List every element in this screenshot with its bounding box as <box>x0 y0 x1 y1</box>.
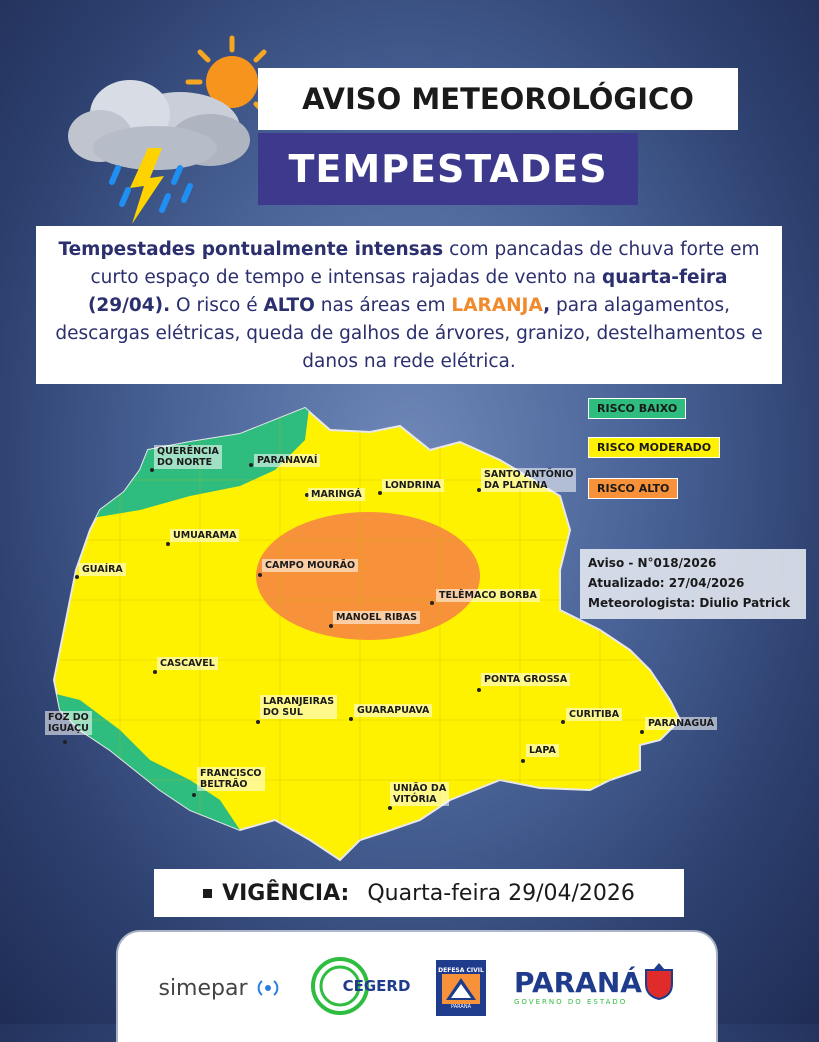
city-label-ponta-grossa: PONTA GROSSA <box>481 673 570 686</box>
page-title: AVISO METEOROLÓGICO <box>258 68 738 130</box>
city-label-guarapuava: GUARAPUAVA <box>354 704 432 717</box>
defesa-civil-label: DEFESA CIVIL <box>438 966 484 974</box>
desc-text-2: O risco é <box>170 295 264 316</box>
city-label-manoel-ribas: MANOEL RIBAS <box>333 611 420 624</box>
city-marker <box>430 601 434 605</box>
city-label-umuarama: UMUARAMA <box>170 529 239 542</box>
city-label-curitiba: CURITIBA <box>566 708 622 721</box>
validity-bar <box>154 869 684 917</box>
simepar-label: simepar <box>158 975 248 1001</box>
desc-bold-risk: ALTO <box>263 295 315 316</box>
parana-label: PARANÁ <box>514 966 642 999</box>
city-marker <box>329 624 333 628</box>
city-marker <box>63 740 67 744</box>
city-label-querencia: QUERÊNCIA DO NORTE <box>154 445 222 469</box>
alert-updated: Atualizado: 27/04/2026 <box>588 576 745 590</box>
city-marker <box>521 759 525 763</box>
bullet-square-icon <box>203 889 212 898</box>
city-label-santo-antonio: SANTO ANTÔNIO DA PLATINA <box>481 468 576 492</box>
city-marker <box>388 806 392 810</box>
coat-of-arms-icon <box>642 962 676 1000</box>
parana-risk-map <box>40 400 720 870</box>
alert-number: Aviso - N°018/2026 <box>588 556 717 570</box>
city-marker <box>258 573 262 577</box>
desc-text-4: para alagamentos, descargas elétricas, queda de galhos de árvores, granizo, destelhamentos e danos na rede elétrica. <box>55 295 763 372</box>
defesa-triangle-icon <box>442 974 480 1004</box>
validity-label: VIGÊNCIA: <box>222 880 350 906</box>
city-label-campo-mourao: CAMPO MOURÃO <box>262 559 358 572</box>
city-marker <box>640 730 644 734</box>
desc-bold-day: quarta-feira (29/04). <box>87 267 728 316</box>
city-label-foz: FOZ DO IGUAÇU <box>45 711 92 735</box>
city-label-francisco: FRANCISCO BELTRÃO <box>197 767 265 791</box>
footer-logos <box>118 932 716 1042</box>
city-marker <box>153 670 157 674</box>
simepar-logo <box>150 970 290 1006</box>
legend-high-risk: RISCO ALTO <box>588 478 678 499</box>
alert-meteorologist: Meteorologista: Diulio Patrick <box>588 596 791 610</box>
alert-info-box <box>580 549 806 619</box>
city-label-maringa: MARINGÁ <box>308 488 365 501</box>
storm-weather-icon <box>60 28 270 228</box>
city-label-cascavel: CASCAVEL <box>157 657 218 670</box>
city-label-londrina: LONDRINA <box>382 479 444 492</box>
alert-type-title: TEMPESTADES <box>258 133 638 205</box>
defesa-civil-sub: PARANÁ <box>451 1003 471 1010</box>
city-marker <box>192 793 196 797</box>
desc-comma: , <box>543 295 551 316</box>
desc-text-1: com pancadas de chuva forte em curto espaço de tempo e intensas rajadas de vento na <box>90 239 760 288</box>
cegerd-logo <box>310 956 415 1016</box>
city-marker <box>166 542 170 546</box>
city-marker <box>249 463 253 467</box>
city-label-guaira: GUAÍRA <box>79 563 126 576</box>
city-marker <box>256 720 260 724</box>
validity-value: Quarta-feira 29/04/2026 <box>367 880 635 906</box>
city-label-lapa: LAPA <box>526 744 559 757</box>
signal-icon <box>254 976 282 1000</box>
desc-color-word: LARANJA <box>451 295 544 316</box>
legend-low-risk: RISCO BAIXO <box>588 398 686 419</box>
city-label-uniao: UNIÃO DA VITÓRIA <box>390 782 449 806</box>
governo-label: GOVERNO DO ESTADO <box>514 998 628 1006</box>
alert-description <box>36 226 782 384</box>
city-label-laranjeiras: LARANJEIRAS DO SUL <box>260 695 337 719</box>
defesa-civil-logo <box>436 960 486 1016</box>
legend-moderate-risk: RISCO MODERADO <box>588 437 720 458</box>
desc-bold-intro: Tempestades pontualmente intensas <box>58 239 444 260</box>
city-marker <box>561 720 565 724</box>
city-label-paranavai: PARANAVAÍ <box>254 454 320 467</box>
city-marker <box>477 688 481 692</box>
cegerd-label: CEGERD <box>342 977 411 995</box>
desc-text-3: nas áreas em <box>314 295 452 316</box>
city-marker <box>349 717 353 721</box>
city-label-paranagua: PARANAGUÁ <box>645 717 717 730</box>
city-label-telemaco: TELÊMACO BORBA <box>436 589 540 602</box>
